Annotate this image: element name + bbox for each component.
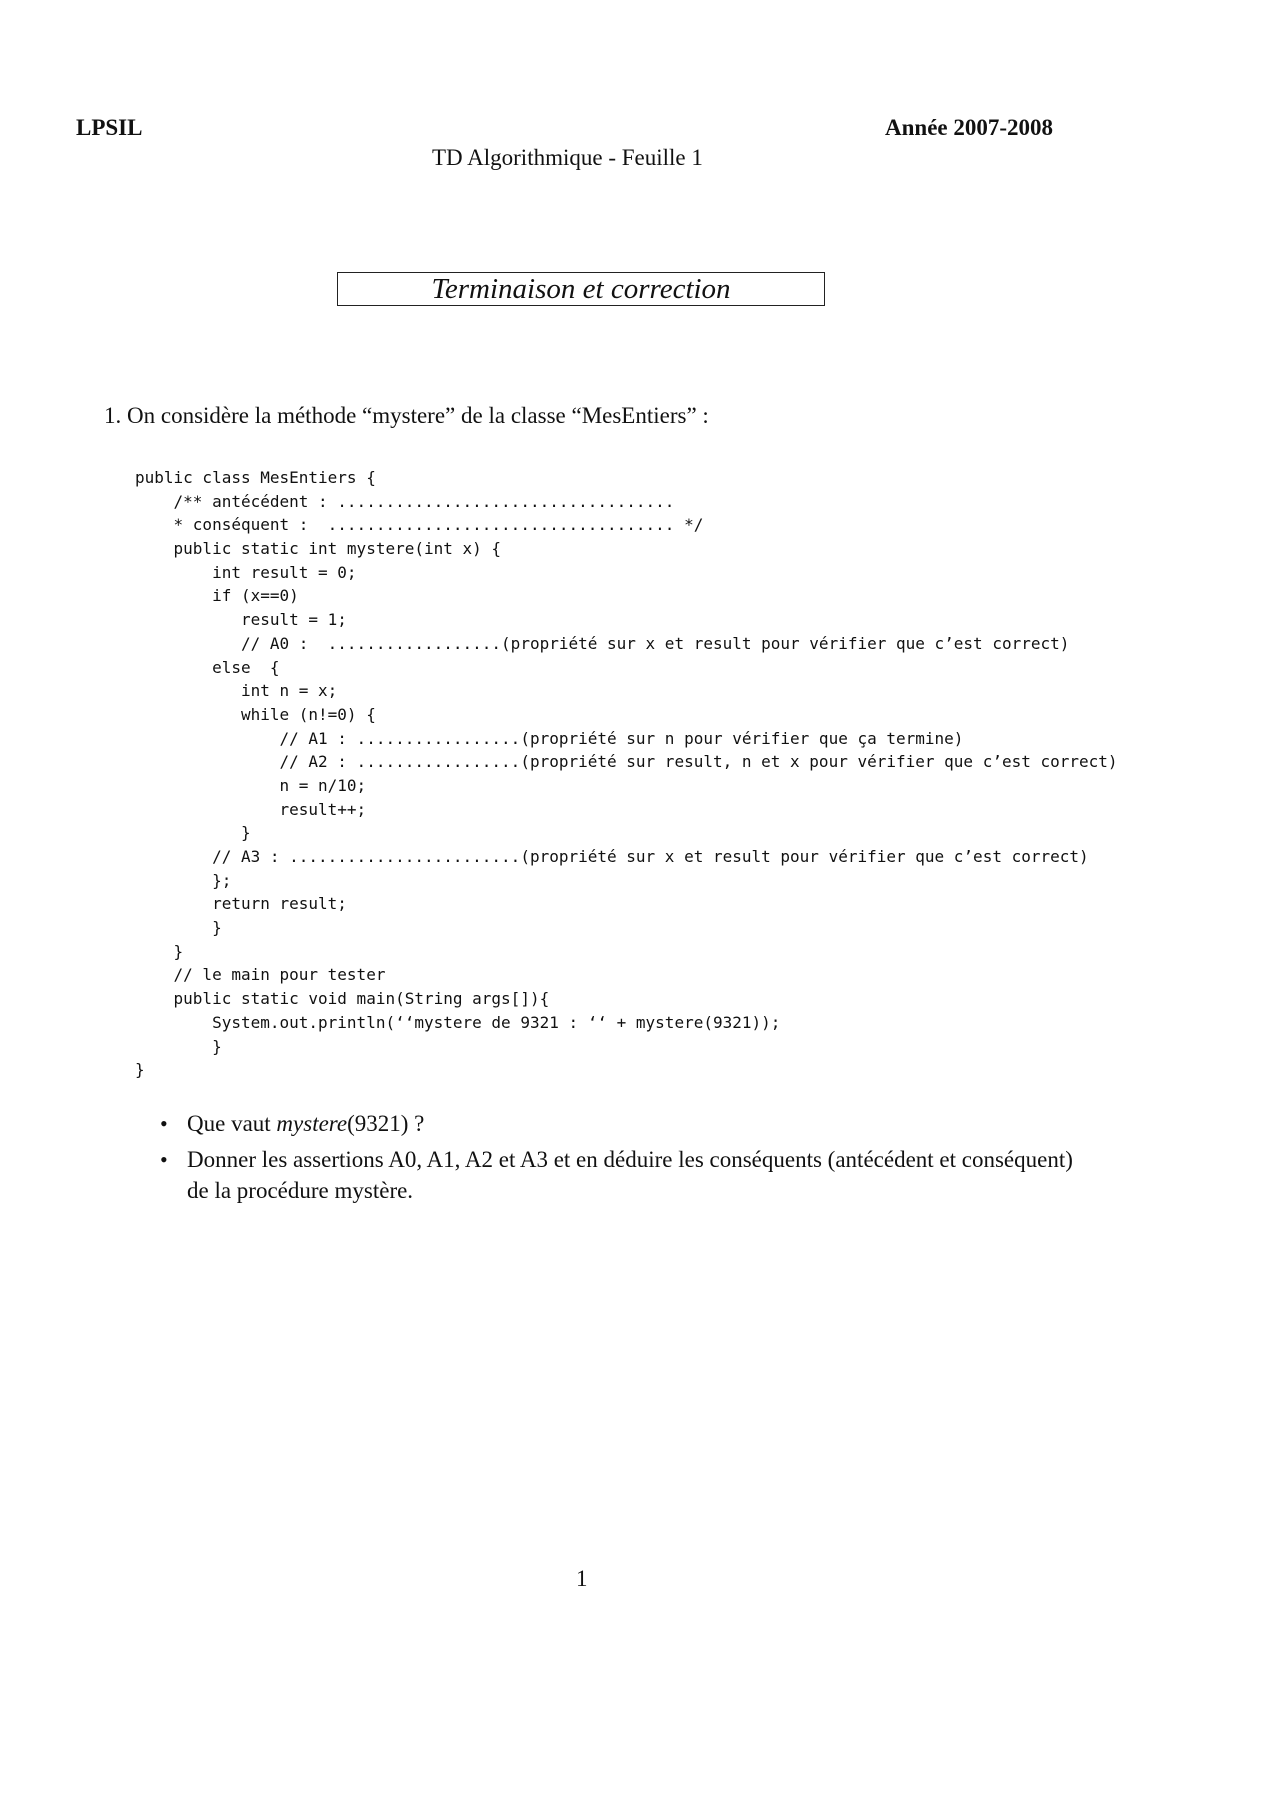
code-line: }: [135, 1060, 145, 1080]
code-line: int result = 0;: [135, 562, 357, 582]
bullet-text: Donner les assertions A0, A1, A2 et A3 et en déduire les conséquents (antécédent et conséquent) de la procédure mystère.: [187, 1147, 1073, 1203]
page-title: Terminaison et correction: [337, 272, 825, 306]
code-line: }: [135, 1036, 222, 1056]
code-line: public static int mystere(int x) {: [135, 539, 502, 559]
code-line: result = 1;: [135, 610, 347, 630]
code-line: System.out.println(‘‘mystere de 9321 : ‘‘ + mystere(9321));: [135, 1012, 781, 1032]
code-line: // A0 : ..................(propriété sur x et result pour vérifier que c’est correct): [135, 633, 1070, 653]
code-line: int n = x;: [135, 681, 338, 701]
code-line: if (x==0): [135, 586, 299, 606]
bullet-text: Que vaut: [187, 1111, 277, 1136]
code-line: // A3 : ........................(propriété sur x et result pour vérifier que c’est correct): [135, 847, 1089, 866]
bullet-item: [160, 1144, 1100, 1206]
code-line: public static void main(String args[]){: [135, 989, 550, 1009]
code-line: public class MesEntiers {: [135, 468, 376, 487]
code-line: return result;: [135, 894, 347, 914]
code-listing: [135, 466, 1118, 1082]
bullet-item: [160, 1108, 1100, 1139]
code-line: // A1 : .................(propriété sur n pour vérifier que ça termine): [135, 728, 964, 748]
sheet-subtitle: TD Algorithmique - Feuille 1: [432, 145, 703, 170]
question-bullets: [160, 1108, 1100, 1211]
page-number: 1: [576, 1566, 588, 1591]
code-line: else {: [135, 657, 280, 677]
question-text: On considère la méthode “mystere” de la classe “MesEntiers” :: [127, 403, 709, 428]
question-number: 1.: [104, 403, 122, 428]
bullet-math: mystere: [276, 1111, 348, 1136]
academic-year: Année 2007-2008: [885, 115, 1054, 140]
code-line: }: [135, 823, 251, 843]
code-line: // le main pour tester: [135, 965, 386, 985]
course-name: LPSIL: [76, 115, 143, 140]
question-intro: [104, 403, 709, 429]
code-line: * conséquent : .................................... */: [135, 515, 704, 535]
code-line: /** antécédent : ...................................: [135, 491, 675, 511]
code-line: }: [135, 918, 222, 938]
bullet-text: (9321) ?: [347, 1111, 425, 1136]
code-line: // A2 : .................(propriété sur result, n et x pour vérifier que c’est correct): [135, 752, 1118, 772]
code-line: };: [135, 870, 232, 890]
code-line: while (n!=0) {: [135, 704, 376, 724]
code-line: }: [135, 941, 184, 961]
code-line: n = n/10;: [135, 775, 367, 795]
code-line: result++;: [135, 799, 367, 819]
